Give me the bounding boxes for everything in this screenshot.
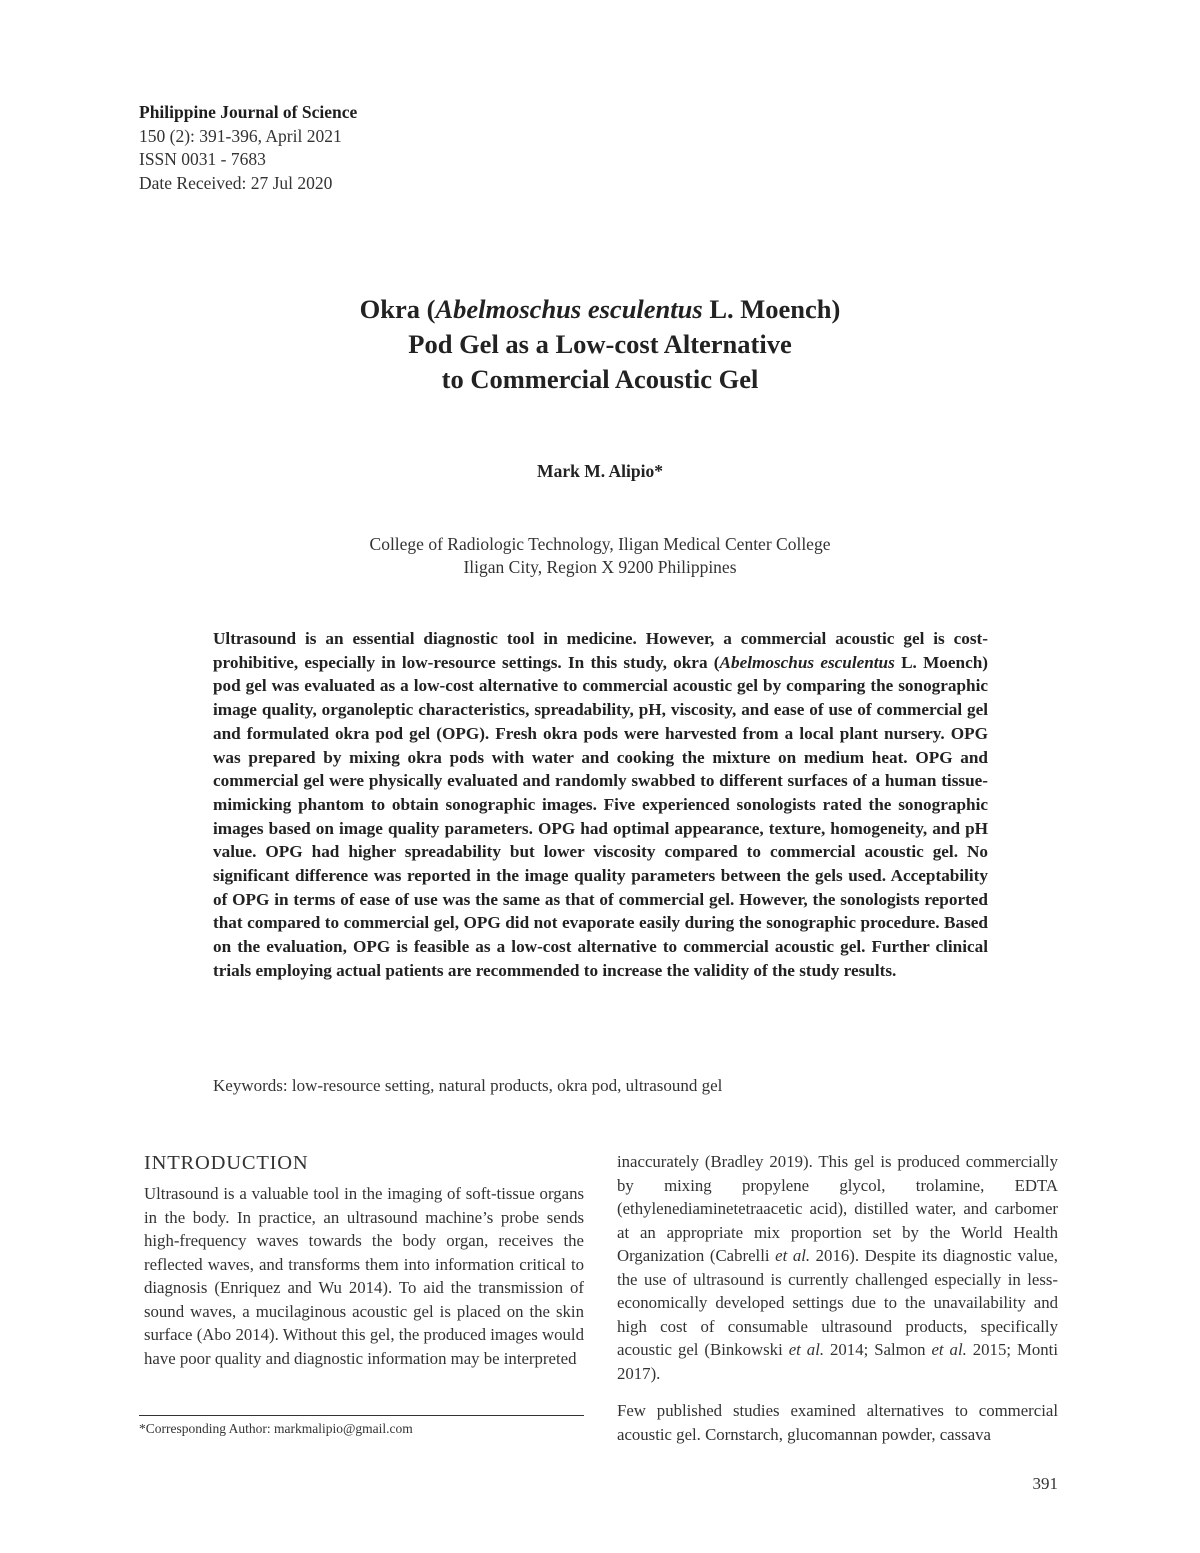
journal-volume: 150 (2): 391-396, April 2021	[139, 125, 342, 146]
title-line-1-post: L. Moench)	[702, 294, 841, 324]
introduction-paragraph-right-1	[617, 1150, 1058, 1385]
paper-title	[250, 292, 950, 397]
abstract	[213, 627, 988, 983]
title-line-1	[250, 292, 950, 327]
text-run: inaccurately (Bradley 2019). This gel is produced commercially by mixing propylene glycol, trolamine, EDTA (ethylenediaminetetraacetic acid), distilled water, and carbomer at an appropriate mix proportion set by the World Health Organization (Cabrelli	[617, 1152, 1058, 1265]
abstract-text	[213, 627, 988, 983]
title-line-2: Pod Gel as a Low-cost Alternative	[408, 329, 792, 359]
introduction-heading: INTRODUCTION	[144, 1152, 309, 1174]
title-species-name: Abelmoschus esculentus	[435, 294, 703, 324]
affiliation-line-2: Iligan City, Region X 9200 Philippines	[463, 557, 737, 577]
title-line-3: to Commercial Acoustic Gel	[441, 364, 759, 394]
journal-info	[139, 101, 357, 195]
introduction-paragraph-left: Ultrasound is a valuable tool in the imaging of soft-tissue organs in the body. In practice, an ultrasound machine’s probe sends high-frequency waves towards the body organ, receives the reflected waves, and transforms them into information critical to diagnosis (Enriquez and Wu 2014). To aid the transmission of sound waves, a mucilaginous acoustic gel is placed on the skin surface (Abo 2014). Without this gel, the produced images would have poor quality and diagnostic information may be interpreted	[144, 1184, 584, 1368]
text-run: 2016). Despite its diagnostic value, the use of ultrasound is currently challenged especially in less-economically developed settings due to the unavailability and high cost of consumable ultrasound products, specifically acoustic gel (Binkowski	[617, 1246, 1058, 1359]
title-line-1-pre: Okra (	[359, 294, 436, 324]
et-al: et al.	[931, 1340, 967, 1359]
text-run: 2015; Monti 2017).	[617, 1340, 1058, 1383]
abstract-species-name: Abelmoschus esculentus	[719, 652, 895, 672]
affiliation	[250, 533, 950, 579]
et-al: et al.	[775, 1246, 811, 1265]
abstract-part-1: Ultrasound is an essential diagnostic tool in medicine. However, a commercial acoustic gel is cost-prohibitive, especially in low-resource settings. In this study, okra (	[213, 629, 988, 672]
right-column	[617, 1150, 1058, 1446]
corresponding-author-footnote: *Corresponding Author: markmalipio@gmail.com	[139, 1421, 413, 1436]
footnote-divider	[139, 1415, 584, 1416]
date-received: Date Received: 27 Jul 2020	[139, 172, 333, 193]
author-name: Mark M. Alipio*	[537, 461, 663, 481]
page-number: 391	[1032, 1474, 1058, 1493]
journal-name: Philippine Journal of Science	[139, 102, 358, 122]
introduction-paragraph-right-2: Few published studies examined alternatives to commercial acoustic gel. Cornstarch, glucomannan powder, cassava	[617, 1401, 1058, 1444]
affiliation-line-1: College of Radiologic Technology, Iligan Medical Center College	[369, 534, 831, 554]
abstract-part-2: L. Moench) pod gel was evaluated as a low-cost alternative to commercial acoustic gel by comparing the sonographic image quality, organoleptic characteristics, spreadability, pH, viscosity, and ease of use of commercial gel and formulated okra pod gel (OPG). Fresh okra pods were harvested from a local plant nursery. OPG was prepared by mixing okra pods with water and cooking the mixture on medium heat. OPG and commercial gel were physically evaluated and randomly swabbed to different surfaces of a human tissue-mimicking phantom to obtain sonographic images. Five experienced sonologists rated the sonographic images based on image quality parameters. OPG had optimal appearance, texture, homogeneity, and pH value. OPG had higher spreadability but lower viscosity compared to commercial acoustic gel. No significant difference was reported in the image quality parameters between the gels used. Acceptability of OPG in terms of ease of use was the same as that of commercial gel. However, the sonologists reported that compared to commercial gel, OPG did not evaporate easily during the sonographic procedure. Based on the evaluation, OPG is feasible as a low-cost alternative to commercial acoustic gel. Further clinical trials employing actual patients are recommended to increase the validity of the study results.	[213, 652, 988, 980]
keywords: Keywords: low-resource setting, natural products, okra pod, ultrasound gel	[213, 1076, 723, 1095]
left-column	[144, 1150, 584, 1370]
journal-issn: ISSN 0031 - 7683	[139, 149, 266, 169]
et-al: et al.	[788, 1340, 825, 1359]
text-run: 2014; Salmon	[824, 1340, 932, 1359]
